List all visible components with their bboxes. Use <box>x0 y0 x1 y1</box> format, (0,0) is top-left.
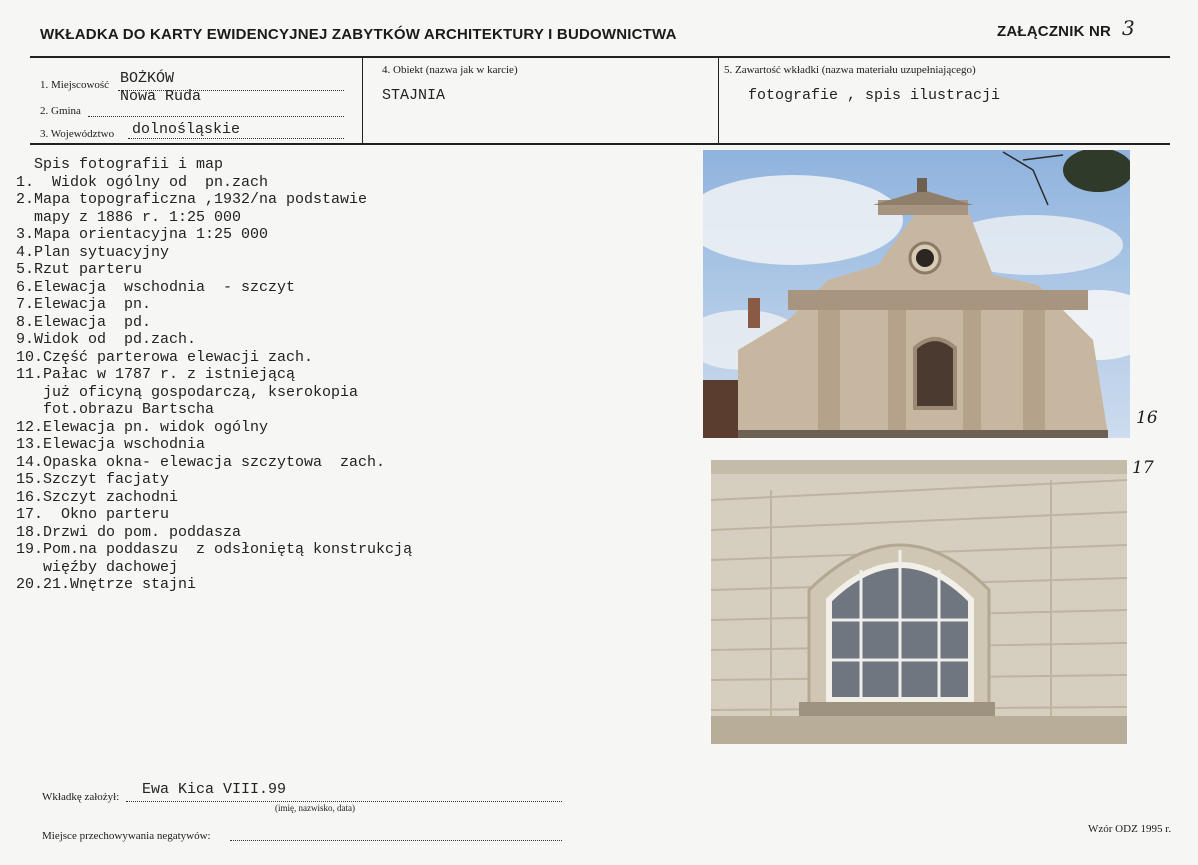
photo-window <box>711 460 1127 744</box>
list-item: 1. Widok ogólny od pn.zach <box>16 173 269 191</box>
list-item: 13.Elewacja wschodnia <box>16 436 206 453</box>
commune-value: Nowa Ruda <box>120 88 202 105</box>
photo2-number: 17 <box>1132 458 1154 478</box>
illustration-list <box>16 156 412 594</box>
list-item: mapy z 1886 r. 1:25 000 <box>16 208 242 226</box>
content-label: 5. Zawartość wkładki (nazwa materiału uzupełniającego) <box>724 64 976 76</box>
field-divider-2 <box>718 58 719 144</box>
list-item: 6.Elewacja wschodnia - szczyt <box>16 278 296 296</box>
list-item: 11.Pałac w 1787 r. z istniejącą <box>16 366 296 383</box>
list-item: 16.Szczyt zachodni <box>16 488 179 506</box>
voivodeship-label: 3. Województwo <box>40 128 115 140</box>
list-item: 2.Mapa topograficzna ,1932/na podstawie <box>16 191 368 208</box>
author-dotline <box>126 801 562 802</box>
fields-bottom-rule <box>30 143 1170 145</box>
negatives-dotline <box>230 840 562 841</box>
list-item: 12.Elewacja pn. widok ogólny <box>16 418 269 436</box>
photo1-number: 16 <box>1136 408 1158 428</box>
photo-gable <box>703 150 1130 438</box>
list-item: 8.Elewacja pd. <box>16 313 152 331</box>
attachment-label: ZAŁĄCZNIK NR <box>997 23 1112 40</box>
list-item: 15.Szczyt facjaty <box>16 471 170 488</box>
author-value: Ewa Kica VIII.99 <box>142 781 287 798</box>
list-item: już oficyną gospodarczą, kserokopia <box>16 383 359 401</box>
list-item: więźby dachowej <box>16 558 179 576</box>
list-item: 5.Rzut parteru <box>16 261 143 278</box>
object-label: 4. Obiekt (nazwa jak w karcie) <box>382 64 518 76</box>
author-hint: (imię, nazwisko, data) <box>275 803 355 813</box>
list-item: 9.Widok od pd.zach. <box>16 331 197 348</box>
field-divider-1 <box>362 58 363 144</box>
form-id: Wzór ODZ 1995 r. <box>1088 823 1172 835</box>
list-item: Spis fotografii i map <box>16 156 224 173</box>
list-item: 7.Elewacja pn. <box>16 296 152 313</box>
negatives-label: Miejsce przechowywania negatywów: <box>42 830 211 842</box>
header-rule <box>30 56 1170 58</box>
list-item: 14.Opaska okna- elewacja szczytowa zach. <box>16 453 386 471</box>
author-label: Wkładkę założył: <box>42 791 120 803</box>
locality-label: 1. Miejscowość <box>40 79 110 91</box>
list-item: fot.obrazu Bartscha <box>16 401 215 418</box>
list-item: 3.Mapa orientacyjna 1:25 000 <box>16 226 269 243</box>
commune-dotline <box>88 116 344 117</box>
list-item: 19.Pom.na poddaszu z odsłoniętą konstrukcją <box>16 541 413 558</box>
list-item: 20.21.Wnętrze stajni <box>16 576 197 593</box>
attachment-number: 3 <box>1122 16 1135 40</box>
voivodeship-value: dolnośląskie <box>132 121 241 138</box>
voivodeship-dotline <box>128 138 344 139</box>
commune-label: 2. Gmina <box>40 105 81 117</box>
list-item: 18.Drzwi do pom. poddasza <box>16 523 242 541</box>
list-item: 10.Część parterowa elewacji zach. <box>16 348 314 366</box>
content-value: fotografie , spis ilustracji <box>748 87 1001 104</box>
list-item: 4.Plan sytuacyjny <box>16 243 170 261</box>
list-item: 17. Okno parteru <box>16 506 170 523</box>
object-value: STAJNIA <box>382 87 446 104</box>
form-title: WKŁADKA DO KARTY EWIDENCYJNEJ ZABYTKÓW ARCHITEKTURY I BUDOWNICTWA <box>40 26 677 43</box>
locality-value: BOŻKÓW <box>120 70 175 87</box>
